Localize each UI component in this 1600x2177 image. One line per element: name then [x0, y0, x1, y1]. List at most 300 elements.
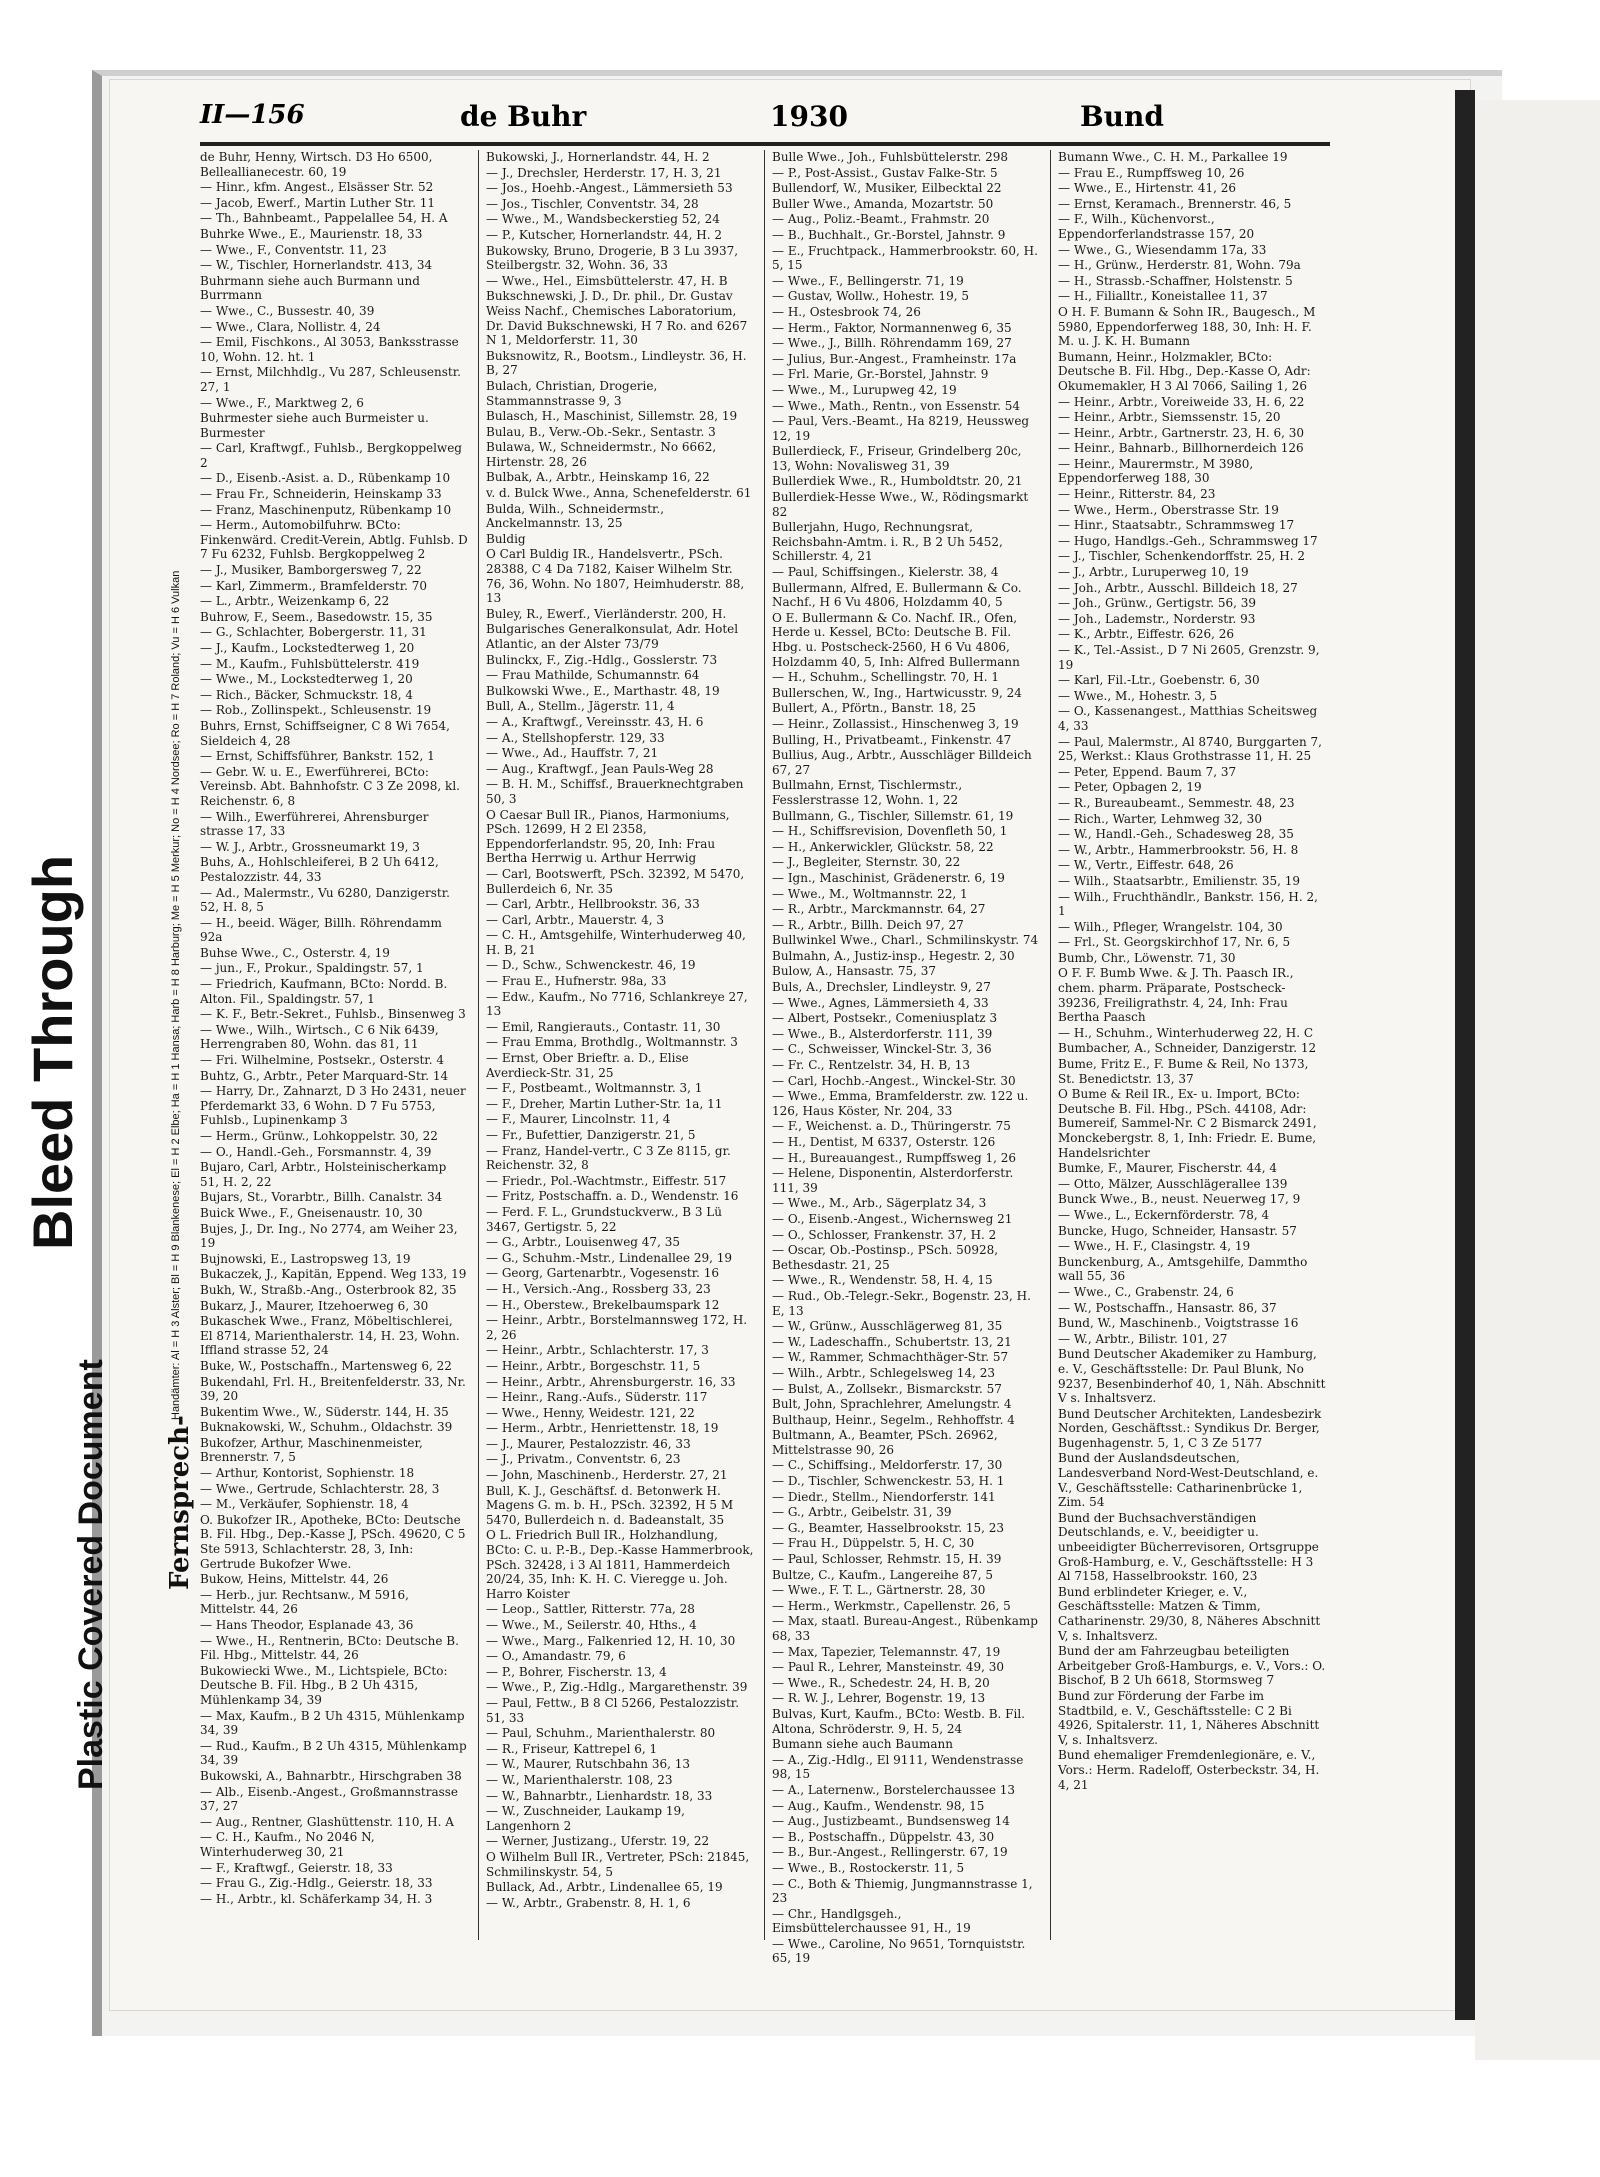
- directory-entry: — M., Kaufm., Fuhlsbüttelerstr. 419: [200, 656, 420, 671]
- directory-entry: Bukarz, J., Maurer, Itzehoerweg 6, 30: [200, 1298, 429, 1313]
- directory-entry: Buhrke Wwe., E., Maurienstr. 18, 33: [200, 226, 423, 241]
- directory-entry: Buick Wwe., F., Gneisenaustr. 10, 30: [200, 1205, 423, 1220]
- directory-entry: — Wwe., F., Conventstr. 11, 23: [200, 242, 387, 257]
- directory-entry: — B. H. M., Schiffsf., Brauerknechtgraben 50, 3: [486, 777, 744, 806]
- directory-entry: — Jos., Tischler, Conventstr. 34, 28: [486, 196, 699, 211]
- directory-entry: Bullmann, G., Tischler, Sillemstr. 61, 19: [772, 808, 1014, 823]
- directory-entry: Bultze, C., Kaufm., Langereihe 87, 5: [772, 1567, 994, 1582]
- directory-entry: Bund ehemaliger Fremdenlegionäre, e. V., Vors.: Herm. Radeloff, Osterbeckstr. 34, H. 4, 21: [1058, 1748, 1320, 1792]
- running-header: [200, 100, 1330, 142]
- column-3: [772, 150, 1040, 1966]
- directory-entry: — Ign., Maschinist, Grädenerstr. 6, 19: [772, 870, 1005, 885]
- directory-entry: Bulling, H., Privatbeamt., Finkenstr. 47: [772, 732, 1012, 747]
- directory-entry: Bumbacher, A., Schneider, Danzigerstr. 12: [1058, 1041, 1317, 1056]
- directory-entry: — Wwe., Agnes, Lämmersieth 4, 33: [772, 995, 989, 1010]
- directory-entry: — Rich., Bäcker, Schmuckstr. 18, 4: [200, 687, 414, 702]
- directory-entry: — Herm., Werkmstr., Capellenstr. 26, 5: [772, 1598, 1011, 1613]
- directory-entry: — G., Schlachter, Bobergerstr. 11, 31: [200, 625, 427, 640]
- directory-entry: Bukowsky, Bruno, Drogerie, B 3 Lu 3937, Steilbergstr. 32, Wohn. 36, 33: [486, 243, 739, 273]
- directory-entry: — Albert, Postsekr., Comeniusplatz 3: [772, 1011, 998, 1026]
- directory-entry: — Paul, Malermstr., Al 8740, Burggarten 7, 25, Werkst.: Klaus Grothstrasse 11, H. 25: [1058, 734, 1322, 764]
- directory-entry: Bullmahn, Ernst, Tischlermstr., Fesslerstrasse 12, Wohn. 1, 22: [772, 778, 963, 807]
- directory-entry: — F., Weichenst. a. D., Thüringerstr. 75: [772, 1119, 1011, 1134]
- directory-entry: — Frau H., Düppelstr. 5, H. C, 30: [772, 1536, 975, 1551]
- directory-entry: O Wilhelm Bull IR., Vertreter, PSch: 21845, Schmilinskystr. 54, 5: [486, 1849, 750, 1879]
- directory-entry: Bukaschek Wwe., Franz, Möbeltischlerei, El 8714, Marienthalerstr. 14, H. 23, Wohn. Iffland strasse 52, 24: [200, 1314, 460, 1358]
- directory-entry: — H., beeid. Wäger, Billh. Röhrendamm 92a: [200, 915, 442, 945]
- directory-entry: — Heinr., Arbtr., Gartnerstr. 23, H. 6, 30: [1058, 425, 1304, 440]
- directory-entry: Bund erblindeter Krieger, e. V., Geschäftsstelle: Matzen & Timm, Catharinenstr. 29/30, 8, Näheres Abschnitt V, s. Inhaltsverz.: [1058, 1584, 1321, 1643]
- directory-entry: — J., Musiker, Bamborgersweg 7, 22: [200, 563, 422, 578]
- directory-entry: — J., Kaufm., Lockstedterweg 1, 20: [200, 641, 415, 655]
- directory-entry: — A., Kraftwgf., Vereinsstr. 43, H. 6: [486, 714, 704, 729]
- directory-entry: — E., Fruchtpack., Hammerbrookstr. 60, H. 5, 15: [772, 243, 1038, 273]
- directory-entry: — Heinr., Arbtr., Schlachterstr. 17, 3: [486, 1343, 709, 1358]
- directory-entry: — Rob., Zollinspekt., Schleusenstr. 19: [200, 703, 432, 718]
- directory-entry: — Frau Emma, Brothdlg., Woltmannstr. 3: [486, 1035, 738, 1050]
- directory-entry: — H., Schuhm., Winterhuderweg 22, H. C: [1058, 1025, 1314, 1040]
- directory-entry: — Karl, Zimmerm., Bramfelderstr. 70: [200, 578, 428, 593]
- directory-entry: — Wwe., Clara, Nollistr. 4, 24: [200, 319, 381, 334]
- directory-entry: — H., Dentist, M 6337, Osterstr. 126: [772, 1135, 996, 1149]
- directory-entry: — Wwe., M., Woltmannstr. 22, 1: [772, 886, 968, 901]
- first-entry-header: de Buhr: [460, 100, 587, 133]
- directory-entry: Bulkowski Wwe., E., Marthastr. 48, 19: [486, 683, 720, 698]
- directory-entry: — Emil, Fischkons., Al 3053, Banksstrasse 10, Wohn. 12. ht. 1: [200, 335, 459, 364]
- directory-entry: Bulvas, Kurt, Kaufm., BCto: Westb. B. Fil. Altona, Schröderstr. 9, H. 5, 24: [772, 1706, 1025, 1736]
- directory-entry: — Rich., Warter, Lehmweg 32, 30: [1058, 811, 1262, 826]
- directory-entry: — Aug., Justizbeamt., Bundsensweg 14: [772, 1814, 1010, 1829]
- directory-entry: — R., Friseur, Kattrepel 6, 1: [486, 1741, 658, 1756]
- directory-entry: — Diedr., Stellm., Niendorferstr. 141: [772, 1489, 996, 1504]
- directory-entry: — Carl, Bootswerft, PSch. 32392, M 5470, Bullerdeich 6, Nr. 35: [486, 866, 745, 896]
- directory-entry: Buller Wwe., Amanda, Mozartstr. 50: [772, 196, 994, 211]
- directory-entry: — Wwe., M., Arb., Sägerplatz 34, 3: [772, 1196, 987, 1211]
- directory-entry: Bukowski, A., Bahnarbtr., Hirschgraben 38: [200, 1768, 462, 1783]
- directory-entry: Bunckenburg, A., Amtsgehilfe, Dammtho wall 55, 36: [1058, 1254, 1308, 1284]
- directory-entry: — B., Bur.-Angest., Rellingerstr. 67, 19: [772, 1845, 1008, 1860]
- directory-entry: — K. F., Betr.-Sekret., Fuhlsb., Binsenweg 3: [200, 1007, 466, 1022]
- directory-entry: — R., Arbtr., Marckmannstr. 64, 27: [772, 902, 986, 917]
- directory-entry: — Wwe., R., Wendenstr. 58, H. 4, 15: [772, 1273, 993, 1288]
- directory-entry: — H., Grünw., Herderstr. 81, Wohn. 79a: [1058, 258, 1301, 273]
- directory-entry: — Joh., Lademstr., Norderstr. 93: [1058, 611, 1256, 626]
- page-number: II—156: [200, 100, 305, 130]
- directory-entry: — Wwe., R., Schedestr. 24, H. B, 20: [772, 1675, 990, 1690]
- directory-entry: — Aug., Kaufm., Wendenstr. 98, 15: [772, 1798, 985, 1813]
- directory-entry: — Arthur, Kontorist, Sophienstr. 18: [200, 1466, 415, 1481]
- directory-entry: — Karl, Fil.-Ltr., Goebenstr. 6, 30: [1058, 673, 1260, 688]
- directory-entry: — Ernst, Ober Brieftr. a. D., Elise Averdieck-Str. 31, 25: [486, 1051, 689, 1080]
- directory-entry: — W., Zuschneider, Laukamp 19, Langenhorn 2: [486, 1804, 685, 1833]
- fernsprech-sidebar-title: Fernsprech-: [165, 1415, 195, 1590]
- directory-entry: Bund Deutscher Architekten, Landesbezirk Norden, Geschäftsst.: Syndikus Dr. Berger, Bugenhagenstr. 5, 1, C 3 Ze 5177: [1058, 1406, 1322, 1450]
- directory-entry: O F. F. Bumb Wwe. & J. Th. Paasch IR., chem. pharm. Präparate, Postscheck-39236, Freiligrathstr. 4, 24, Inh: Frau Bertha Paasch: [1058, 966, 1294, 1025]
- directory-entry: — Wwe., C., Grabenstr. 24, 6: [1058, 1284, 1234, 1299]
- directory-entry: — J., Begleiter, Sternstr. 30, 22: [772, 855, 961, 870]
- directory-entry: Bukschnewski, J. D., Dr. phil., Dr. Gustav Weiss Nachf., Chemisches Laboratorium, Dr. David Bukschnewski, H 7 Ro. and 6267 N 1, Meldorferstr. 11, 30: [486, 289, 748, 348]
- directory-entry: — jun., F., Prokur., Spaldingstr. 57, 1: [200, 961, 424, 976]
- directory-entry: — O., Eisenb.-Angest., Wichernsweg 21: [772, 1211, 1013, 1226]
- directory-entry: — H., Ostesbrook 74, 26: [772, 304, 921, 319]
- directory-entry: — Wwe., Emma, Bramfelderstr. zw. 122 u. 126, Haus Köster, Nr. 204, 33: [772, 1089, 1029, 1118]
- directory-entry: — Aug., Poliz.-Beamt., Frahmstr. 20: [772, 212, 990, 227]
- directory-entry: — C., Schweisser, Winckel-Str. 3, 36: [772, 1042, 992, 1057]
- directory-entry: — Wwe., C., Bussestr. 40, 39: [200, 303, 375, 318]
- directory-entry: — Gustav, Wollw., Hohestr. 19, 5: [772, 289, 970, 304]
- directory-entry: — Emil, Rangierauts., Contastr. 11, 30: [486, 1019, 721, 1034]
- directory-entry: Bujaro, Carl, Arbtr., Holsteinischerkamp 51, H. 2, 22: [200, 1160, 447, 1189]
- directory-entry: — R., Bureaubeamt., Semmestr. 48, 23: [1058, 795, 1295, 810]
- directory-entry: — H., Oberstew., Brekelbaumspark 12: [486, 1297, 720, 1312]
- directory-entry: Bukowiecki Wwe., M., Lichtspiele, BCto: Deutsche B. Fil. Hbg., B 2 Uh 4315, Mühlenkamp 34, 39: [200, 1663, 448, 1707]
- directory-entry: — Hans Theodor, Esplanade 43, 36: [200, 1618, 414, 1632]
- directory-entry: Bund, W., Maschinenb., Voigtstrasse 16: [1058, 1316, 1299, 1331]
- directory-entry: Buhrmann siehe auch Burmann und Burrmann: [200, 273, 420, 303]
- directory-entry: — Frau Mathilde, Schumannstr. 64: [486, 668, 700, 683]
- directory-entry: — J., Drechsler, Herderstr. 17, H. 3, 21: [486, 165, 722, 180]
- directory-entry: — Heinr., Arbtr., Borstelmannsweg 172, H. 2, 26: [486, 1313, 748, 1342]
- directory-entry: — A., Laternenw., Borstelerchaussee 13: [772, 1782, 1016, 1797]
- directory-entry: — Carl, Kraftwgf., Fuhlsb., Bergkoppelweg 2: [200, 441, 462, 470]
- directory-entry: Bullert, A., Pförtn., Banstr. 18, 25: [772, 701, 976, 716]
- directory-entry: — Paul, Schlosser, Rehmstr. 15, H. 39: [772, 1552, 1002, 1567]
- directory-entry: Bulawa, W., Schneidermstr., No 6662, Hirtenstr. 28, 26: [486, 440, 717, 469]
- directory-entry: — Wilh., Ewerführerei, Ahrensburger strasse 17, 33: [200, 809, 429, 839]
- directory-entry: — L., Arbtr., Weizenkamp 6, 22: [200, 594, 390, 609]
- directory-entry: O E. Bullermann & Co. Nachf. IR., Ofen, Herde u. Kessel, BCto: Deutsche B. Fil. Hbg. u. Postscheck-2560, H 6 Vu 4806, Holzdamm 40, 5, Inh: Alfred Bullermann: [772, 610, 1020, 669]
- directory-entry: Bund der Buchsachverständigen Deutschlands, e. V., beeidigter u. unbeeidigter Bücherrevisoren, Ortsgruppe Groß-Hamburg, e. V., Geschäftsstelle: H 3 Al 7158, Hasselbrookstr. 160, 23: [1058, 1510, 1319, 1584]
- directory-entry: Buhrow, F., Seem., Basedowstr. 15, 35: [200, 609, 433, 624]
- directory-entry: — Wwe., M., Seilerstr. 40, Hths., 4: [486, 1618, 697, 1632]
- directory-entry: — Carl, Arbtr., Hellbrookstr. 36, 33: [486, 897, 700, 912]
- directory-entry: — W., Vertr., Eiffestr. 648, 26: [1058, 858, 1234, 873]
- directory-entry: — O., Schlosser, Frankenstr. 37, H. 2: [772, 1227, 997, 1242]
- directory-entry: Bukendahl, Frl. H., Breitenfelderstr. 33, Nr. 39, 20: [200, 1374, 466, 1404]
- directory-entry: — W., Tischler, Hornerlandstr. 413, 34: [200, 258, 433, 273]
- directory-entry: Bumke, F., Maurer, Fischerstr. 44, 4: [1058, 1161, 1278, 1176]
- directory-entry: — Wwe., F., Marktweg 2, 6: [200, 395, 364, 410]
- directory-entry: — G., Arbtr., Geibelstr. 31, 39: [772, 1505, 952, 1520]
- directory-entry: — Fr. C., Rentzelstr. 34, H. B, 13: [772, 1058, 971, 1073]
- column-4: [1058, 150, 1326, 1950]
- directory-entry: — J., Tischler, Schenkendorffstr. 25, H. 2: [1058, 549, 1305, 564]
- directory-entry: Buknakowski, W., Schuhm., Oldachstr. 39: [200, 1420, 453, 1435]
- directory-entry: Bujars, St., Vorarbtr., Billh. Canalstr. 34: [200, 1190, 443, 1205]
- directory-entry: — Herm., Grünw., Lohkoppelstr. 30, 22: [200, 1129, 438, 1143]
- directory-entry: Bume, Fritz E., F. Bume & Reil, No 1373, St. Benedictstr. 13, 37: [1058, 1057, 1309, 1086]
- directory-entry: — O., Amandastr. 79, 6: [486, 1649, 626, 1664]
- directory-entry: de Buhr, Henny, Wirtsch. D3 Ho 6500, Belleallianecestr. 60, 19: [200, 150, 433, 179]
- directory-entry: — Heinr., Arbtr., Voreiweide 33, H. 6, 22: [1058, 394, 1305, 409]
- header-rule: [200, 142, 1330, 146]
- directory-entry: Bund zur Förderung der Farbe im Stadtbild, e. V., Geschäftsstelle: C 2 Bi 4926, Spitalerstr. 11, 1, Näheres Abschnitt V, s. Inhaltsverz.: [1058, 1688, 1320, 1747]
- directory-entry: — K., Arbtr., Eiffestr. 626, 26: [1058, 627, 1235, 642]
- directory-entry: — Ernst, Schiffsführer, Bankstr. 152, 1: [200, 749, 435, 764]
- directory-entry: — Helene, Disponentin, Alsterdorferstr. 111, 39: [772, 1166, 1014, 1195]
- directory-entry: Buke, W., Postschaffn., Martensweg 6, 22: [200, 1358, 452, 1373]
- directory-entry: — Wwe., L., Eckernförderstr. 78, 4: [1058, 1207, 1270, 1222]
- directory-entry: — Harry, Dr., Zahnarzt, D 3 Ho 2431, neuer Pferdemarkt 33, 6 Wohn. D 7 Fu 5753, Fuhlsb., Lupinenkamp 3: [200, 1084, 466, 1128]
- directory-entry: — F., Postbeamt., Woltmannstr. 3, 1: [486, 1081, 703, 1096]
- directory-entry: — Frau E., Rumpffsweg 10, 26: [1058, 165, 1245, 180]
- directory-entry: Bullerdieck, F., Friseur, Grindelberg 20c, 13, Wohn: Novalisweg 31, 39: [772, 444, 1022, 473]
- directory-entry: Bujnowski, E., Lastropsweg 13, 19: [200, 1251, 411, 1266]
- directory-entry: — W., Grünw., Ausschlägerweg 81, 35: [772, 1319, 1003, 1334]
- directory-entry: Bullendorf, W., Musiker, Eilbecktal 22: [772, 181, 1002, 196]
- directory-entry: — Wwe., F. T. L., Gärtnerstr. 28, 30: [772, 1583, 986, 1598]
- directory-entry: — H., Schiffsrevision, Dovenfleth 50, 1: [772, 824, 1008, 839]
- directory-entry: — Wwe., H., Rentnerin, BCto: Deutsche B. Fil. Hbg., Mittelstr. 44, 26: [200, 1633, 459, 1663]
- directory-entry: O Bume & Reil IR., Ex- u. Import, BCto: Deutsche B. Fil. Hbg., PSch. 44108, Adr: Bumereif, Sammel-Nr. C 2 Bismarck 2491, Monckebergstr. 8, 1, Inh: Friedr. E. Bume, Handelsrichter: [1058, 1087, 1317, 1160]
- directory-entry: — Heinr., Arbtr., Ahrensburgerstr. 16, 33: [486, 1374, 736, 1389]
- directory-entry: Bulthaup, Heinr., Segelm., Rehhoffstr. 4: [772, 1412, 1015, 1427]
- directory-entry: Bull, K. J., Geschäftsf. d. Betonwerk H. Magens G. m. b. H., PSch. 32392, H 5 M 5470, Bullerdeich n. d. Badeanstalt, 35: [486, 1483, 734, 1527]
- directory-entry: — F., Kraftwgf., Geierstr. 18, 33: [200, 1860, 393, 1875]
- directory-entry: — R. W. J., Lehrer, Bogenstr. 19, 13: [772, 1691, 986, 1706]
- directory-entry: — Julius, Bur.-Angest., Framheinstr. 17a: [772, 351, 1017, 366]
- directory-entry: — Wwe., Caroline, No 9651, Tornquiststr. 65, 19: [772, 1936, 1026, 1966]
- directory-entry: — D., Schw., Schwenckestr. 46, 19: [486, 958, 696, 973]
- directory-entry: — Max, staatl. Bureau-Angest., Rübenkamp 68, 33: [772, 1614, 1038, 1643]
- directory-entry: O Caesar Bull IR., Pianos, Harmoniums, PSch. 12699, H 2 El 2358, Eppendorferlandstr. 95, 20, Inh: Frau Bertha Herrwig u. Arthur Herrwig: [486, 807, 730, 866]
- directory-entry: — O., Kassenangest., Matthias Scheitsweg 4, 33: [1058, 704, 1318, 733]
- directory-entry: — W., Marienthalerstr. 108, 23: [486, 1772, 673, 1787]
- directory-entry: Bullack, Ad., Arbtr., Lindenallee 65, 19: [486, 1880, 723, 1895]
- bottom-margin: [0, 2060, 1600, 2177]
- directory-entry: — Joh., Arbtr., Ausschl. Billdeich 18, 27: [1058, 580, 1298, 595]
- directory-entry: Buhs, A., Hohlschleiferei, B 2 Uh 6412, Pestalozzistr. 44, 33: [200, 855, 439, 884]
- directory-entry: Buksnowitz, R., Bootsm., Lindleystr. 36, H. B, 27: [486, 348, 747, 378]
- directory-entry: — Alb., Eisenb.-Angest., Großmannstrasse 37, 27: [200, 1784, 459, 1814]
- directory-entry: Bulach, Christian, Drogerie, Stammannstrasse 9, 3: [486, 378, 658, 408]
- directory-entry: — Wwe., Henny, Weidestr. 121, 22: [486, 1405, 695, 1420]
- directory-entry: — Wwe., M., Lurupweg 42, 19: [772, 382, 957, 397]
- directory-entry: — Jacob, Ewerf., Martin Luther Str. 11: [200, 195, 436, 210]
- directory-entry: — Heinr., Rang.-Aufs., Süderstr. 117: [486, 1390, 708, 1405]
- directory-entry: — O., Handl.-Geh., Forsmannstr. 4, 39: [200, 1144, 432, 1159]
- directory-entry: — G., Schuhm.-Mstr., Lindenallee 29, 19: [486, 1250, 732, 1265]
- directory-entry: — Aug., Rentner, Glashüttenstr. 110, H. A: [200, 1814, 454, 1829]
- directory-entry: — Ad., Malermstr., Vu 6280, Danzigerstr. 52, H. 8, 5: [200, 885, 450, 915]
- directory-entry: — P., Post-Assist., Gustav Falke-Str. 5: [772, 165, 998, 180]
- directory-entry: — Paul R., Lehrer, Mansteinstr. 49, 30: [772, 1660, 1005, 1675]
- directory-entry: — W., Arbtr., Hammerbrookstr. 56, H. 8: [1058, 842, 1299, 857]
- directory-entry: Buhrs, Ernst, Schiffseigner, C 8 Wi 7654, Sieldeich 4, 28: [200, 718, 450, 748]
- directory-entry: — H., Arbtr., kl. Schäferkamp 34, H. 3: [200, 1891, 433, 1906]
- directory-entry: — Frl. Marie, Gr.-Borstel, Jahnstr. 9: [772, 367, 989, 382]
- directory-entry: — John, Maschinenb., Herderstr. 27, 21: [486, 1468, 728, 1483]
- directory-entry: Bulinckx, F., Zig.-Hdlg., Gosslerstr. 73: [486, 652, 718, 667]
- directory-entry: — Wwe., B., Alsterdorferstr. 111, 39: [772, 1026, 993, 1041]
- column-1: [200, 150, 468, 1950]
- directory-entry: — Georg, Gartenarbtr., Vogesenstr. 16: [486, 1266, 720, 1281]
- directory-entry: — W. J., Arbtr., Grossneumarkt 19, 3: [200, 839, 420, 854]
- directory-entry: — Frau Fr., Schneiderin, Heinskamp 33: [200, 487, 442, 502]
- directory-entry: Bulbak, A., Arbtr., Heinskamp 16, 22: [486, 470, 710, 485]
- directory-entry: — F., Dreher, Martin Luther-Str. 1a, 11: [486, 1096, 723, 1111]
- directory-entry: — R., Arbtr., Billh. Deich 97, 27: [772, 917, 964, 932]
- directory-entry: Bulmahn, A., Justiz-insp., Hegestr. 2, 30: [772, 948, 1015, 963]
- directory-entry: — Heinr., Maurermstr., M 3980, Eppendorferweg 188, 30: [1058, 456, 1254, 486]
- directory-entry: — Fri. Wilhelmine, Postsekr., Osterstr. 4: [200, 1053, 444, 1068]
- directory-entry: — Heinr., Arbtr., Borgeschstr. 11, 5: [486, 1358, 701, 1373]
- directory-entry: — F., Maurer, Lincolnstr. 11, 4: [486, 1112, 671, 1127]
- directory-entry: — A., Stellshopferstr. 129, 33: [486, 730, 665, 745]
- directory-entry: Bund Deutscher Akademiker zu Hamburg, e. V., Geschäftsstelle: Dr. Paul Blunk, No 9237, Besenbinderhof 40, 1, Näh. Abschnitt V s. Inhaltsverz.: [1058, 1347, 1326, 1406]
- directory-entry: v. d. Bulck Wwe., Anna, Schenefelderstr. 61: [486, 486, 752, 501]
- directory-entry: — J., Privatm., Conventstr. 6, 23: [486, 1452, 681, 1467]
- directory-entry: Bund der Auslandsdeutschen, Landesverband Nord-West-Deutschland, e. V., Geschäftsstelle: Catharinenbrücke 1, Zim. 54: [1058, 1451, 1319, 1510]
- directory-entry: — Wwe., Wilh., Wirtsch., C 6 Nik 6439, Herrengraben 80, Wohn. das 81, 11: [200, 1022, 439, 1052]
- directory-entry: Bulle Wwe., Joh., Fuhlsbüttelerstr. 298: [772, 150, 1009, 164]
- directory-entry: Bullerjahn, Hugo, Rechnungsrat, Reichsbahn-Amtm. i. R., B 2 Uh 5452, Schillerstr. 4, 21: [772, 520, 1003, 564]
- directory-entry: Bund der am Fahrzeugbau beteiligten Arbeitgeber Groß-Hamburgs, e. V., Vors.: O. Bischof, B 2 Uh 6618, Stormsweg 7: [1058, 1644, 1326, 1688]
- directory-entry: Bull, A., Stellm., Jägerstr. 11, 4: [486, 699, 675, 714]
- directory-entry: — Leop., Sattler, Ritterstr. 77a, 28: [486, 1602, 695, 1617]
- directory-entry: Bukh, W., Straßb.-Ang., Osterbrook 82, 35: [200, 1282, 457, 1297]
- directory-entry: — Wwe., F., Bellingerstr. 71, 19: [772, 273, 964, 288]
- directory-entry: — Wwe., E., Hirtenstr. 41, 26: [1058, 181, 1237, 196]
- directory-entry: Bulau, B., Verw.-Ob.-Sekr., Sentastr. 3: [486, 424, 716, 439]
- directory-entry: — Wwe., Herm., Oberstrasse Str. 19: [1058, 502, 1279, 517]
- directory-entry: — Wilh., Staatsarbtr., Emilienstr. 35, 19: [1058, 873, 1301, 888]
- directory-entry: — Wwe., Marg., Falkenried 12, H. 10, 30: [486, 1633, 736, 1648]
- directory-entry: — Edw., Kaufm., No 7716, Schlankreye 27, 13: [486, 989, 748, 1019]
- directory-entry: — A., Zig.-Hdlg., El 9111, Wendenstrasse 98, 15: [772, 1752, 1024, 1782]
- directory-entry: Bulda, Wilh., Schneidermstr., Anckelmannstr. 13, 25: [486, 501, 665, 531]
- directory-entry: — Fritz, Postschaffn. a. D., Wendenstr. 16: [486, 1189, 739, 1204]
- directory-entry: — Wwe., Ad., Hauffstr. 7, 21: [486, 746, 659, 761]
- adjacent-page-edge: [1475, 100, 1600, 2060]
- directory-entry: — C., Both & Thiemig, Jungmannstrasse 1, 23: [772, 1876, 1033, 1906]
- directory-entry: — Jos., Hoehb.-Angest., Lämmersieth 53: [486, 181, 733, 196]
- directory-entry: — Ferd. F. L., Grundstuckverw., B 3 Lü 3467, Gertigstr. 5, 22: [486, 1204, 722, 1234]
- directory-entry: — Paul, Schuhm., Marienthalerstr. 80: [486, 1726, 716, 1741]
- directory-columns: [200, 150, 1330, 1966]
- directory-entry: — Frau G., Zig.-Hdlg., Geierstr. 18, 33: [200, 1876, 433, 1891]
- directory-entry: — Frau E., Hufnerstr. 98a, 33: [486, 974, 667, 989]
- directory-entry: — Wwe., Math., Rentn., von Essenstr. 54: [772, 398, 1021, 413]
- directory-entry: — C. H., Amtsgehilfe, Winterhuderweg 40, H. B, 21: [486, 928, 746, 957]
- fernsprech-exchange-key: Handämter: Al = H 3 Alster; Bl = H 9 Blankenese; El = H 2 Elbe; Ha = H 1 Hansa; Harb = H 8 Harburg; Me = H 5 Merkur; No = H 4 Nordsee; Ro = H 7 Roland; Vu = H 6 Vulkan: [170, 570, 182, 1420]
- directory-entry: — Heinr., Ritterstr. 84, 23: [1058, 487, 1216, 502]
- directory-entry: — C., Schiffsing., Meldorferstr. 17, 30: [772, 1458, 1003, 1473]
- directory-entry: — Friedrich, Kaufmann, BCto: Nordd. B. Alton. Fil., Spaldingstr. 57, 1: [200, 977, 448, 1006]
- directory-entry: — Wwe., G., Wiesendamm 17a, 33: [1058, 242, 1267, 257]
- directory-entry: — H., Ankerwickler, Glückstr. 58, 22: [772, 839, 994, 854]
- directory-entry: — W., Ladeschaffn., Schubertstr. 13, 21: [772, 1334, 1012, 1349]
- directory-entry: — Herm., Automobilfuhrw. BCto: Finkenwärd. Credit-Verein, Abtlg. Fuhlsb. D 7 Fu 6232, Fuhlsb. Bergkoppelweg 2: [200, 518, 468, 562]
- directory-entry: Buley, R., Ewerf., Vierländerstr. 200, H.: [486, 606, 727, 621]
- directory-entry: — Paul, Vers.-Beamt., Ha 8219, Heussweg 12, 19: [772, 414, 1030, 443]
- directory-entry: Bumann, Heinr., Holzmakler, BCto: Deutsche B. Fil. Hbg., Dep.-Kasse O, Adr: Okumemakler, H 3 Al 7066, Sailing 1, 26: [1058, 349, 1311, 393]
- directory-entry: — Hugo, Handlgs.-Geh., Schrammsweg 17: [1058, 533, 1318, 548]
- directory-entry: — Hinr., kfm. Angest., Elsässer Str. 52: [200, 180, 434, 195]
- directory-entry: — Rud., Kaufm., B 2 Uh 4315, Mühlenkamp 34, 39: [200, 1738, 467, 1768]
- directory-entry: Bukowski, J., Hornerlandstr. 44, H. 2: [486, 150, 710, 164]
- directory-entry: — Max, Tapezier, Telemannstr. 47, 19: [772, 1644, 1001, 1659]
- directory-entry: — Wilh., Pfleger, Wrangelstr. 104, 30: [1058, 919, 1283, 934]
- directory-entry: — Werner, Justizang., Uferstr. 19, 22: [486, 1834, 710, 1849]
- bleed-through-label: Bleed Through: [21, 854, 84, 1250]
- directory-entry: Buhrmester siehe auch Burmeister u. Burmester: [200, 411, 429, 440]
- directory-entry: Bumann Wwe., C. H. M., Parkallee 19: [1058, 150, 1288, 164]
- directory-entry: — Gebr. W. u. E., Ewerführerei, BCto: Vereinsb. Abt. Bahnhofstr. C 3 Ze 2098, kl. Reichenstr. 6, 8: [200, 764, 460, 808]
- directory-entry: — Ernst, Milchhdlg., Vu 287, Schleusenstr. 27, 1: [200, 365, 461, 394]
- directory-entry: Bukentim Wwe., W., Süderstr. 144, H. 35: [200, 1404, 449, 1419]
- directory-entry: — Wwe., Gertrude, Schlachterstr. 28, 3: [200, 1481, 440, 1496]
- directory-entry: — H., Bureauangest., Rumpffsweg 1, 26: [772, 1150, 1016, 1165]
- directory-entry: — Franz, Maschinenputz, Rübenkamp 10: [200, 502, 452, 517]
- directory-entry: — Herb., jur. Rechtsanw., M 5916, Mittelstr. 44, 26: [200, 1587, 409, 1617]
- directory-entry: — M., Verkäufer, Sophienstr. 18, 4: [200, 1497, 409, 1512]
- directory-entry: — Peter, Eppend. Baum 7, 37: [1058, 764, 1237, 779]
- directory-entry: Bukofzer, Arthur, Maschinenmeister, Brennerstr. 7, 5: [200, 1435, 423, 1465]
- directory-entry: O Carl Buldig IR., Handelsvertr., PSch. 28388, C 4 Da 7182, Kaiser Wilhelm Str. 76, 36, Wohn. No 1807, Heimhuderstr. 88, 13: [486, 547, 745, 606]
- directory-entry: — Aug., Kraftwgf., Jean Pauls-Weg 28: [486, 761, 714, 776]
- directory-entry: — Wilh., Arbtr., Schlegelsweg 14, 23: [772, 1365, 995, 1380]
- directory-entry: — Herm., Arbtr., Henriettenstr. 18, 19: [486, 1421, 719, 1436]
- directory-entry: — Max, Kaufm., B 2 Uh 4315, Mühlenkamp 34, 39: [200, 1708, 465, 1738]
- directory-entry: — K., Tel.-Assist., D 7 Ni 2605, Grenzstr. 9, 19: [1058, 643, 1320, 672]
- plastic-covered-label: Plastic Covered Document: [72, 1359, 110, 1790]
- directory-entry: — Paul, Fettw., B 8 Cl 5266, Pestalozzistr. 51, 33: [486, 1695, 740, 1725]
- directory-entry: — D., Tischler, Schwenckestr. 53, H. 1: [772, 1474, 1005, 1489]
- directory-entry: — H., Versich.-Ang., Rossberg 33, 23: [486, 1281, 711, 1296]
- directory-entry: O L. Friedrich Bull IR., Holzhandlung, BCto: C. u. P.-B., Dep.-Kasse Hammerbrook, PSch. 32428, i 3 Al 1811, Hammerdeich 20/24, 35, Inh: K. H. C. Vieregge u. Joh. Harro Koister: [486, 1528, 754, 1601]
- directory-entry: — Rud., Ob.-Telegr.-Sekr., Bogenstr. 23, H. E, 13: [772, 1288, 1031, 1318]
- directory-entry: Bukow, Heins, Mittelstr. 44, 26: [200, 1572, 389, 1587]
- directory-entry: — Hinr., Staatsabtr., Schrammsweg 17: [1058, 518, 1295, 533]
- directory-entry: Bullwinkel Wwe., Charl., Schmilinskystr. 74: [772, 933, 1039, 948]
- directory-entry: Bumann siehe auch Baumann: [772, 1737, 953, 1752]
- directory-entry: — Carl, Arbtr., Mauerstr. 4, 3: [486, 912, 665, 927]
- directory-entry: — F., Wilh., Küchenvorst., Eppendorferlandstrasse 157, 20: [1058, 212, 1255, 241]
- directory-entry: — B., Buchhalt., Gr.-Borstel, Jahnstr. 9: [772, 227, 1006, 242]
- directory-year: 1930: [770, 100, 848, 133]
- directory-entry: — Heinr., Zollassist., Hinschenweg 3, 19: [772, 716, 1019, 731]
- page-gutter: [1455, 90, 1475, 2020]
- directory-entry: — W., Bahnarbtr., Lienhardstr. 18, 33: [486, 1788, 713, 1803]
- directory-entry: — W., Arbtr., Bilistr. 101, 27: [1058, 1331, 1228, 1346]
- directory-entry: — P., Kutscher, Hornerlandstr. 44, H. 2: [486, 227, 722, 242]
- directory-entry: — H., Filialltr., Koneistallee 11, 37: [1058, 289, 1268, 304]
- directory-entry: — Wwe., Hel., Eimsbüttelerstr. 47, H. B: [486, 273, 728, 288]
- directory-entry: — Ernst, Keramach., Brennerstr. 46, 5: [1058, 196, 1292, 211]
- directory-entry: Buldig: [486, 531, 526, 546]
- directory-entry: Bujes, J., Dr. Ing., No 2774, am Weiher 23, 19: [200, 1221, 458, 1251]
- directory-entry: — Wwe., M., Wandsbeckerstieg 52, 24: [486, 212, 720, 227]
- directory-entry: Bullerdiek Wwe., R., Humboldtstr. 20, 21: [772, 474, 1023, 489]
- directory-entry: Bulgarisches Generalkonsulat, Adr. Hotel Atlantic, an der Alster 73/79: [486, 622, 739, 651]
- directory-entry: — Franz, Handel-vertr., C 3 Ze 8115, gr. Reichenstr. 32, 8: [486, 1143, 731, 1173]
- directory-entry: — W., Rammer, Schmachthäger-Str. 57: [772, 1350, 1009, 1365]
- directory-entry: — Wwe., M., Hohestr. 3, 5: [1058, 688, 1218, 703]
- directory-entry: — Peter, Opbagen 2, 19: [1058, 780, 1202, 795]
- directory-entry: — H., Schuhm., Schellingstr. 70, H. 1: [772, 670, 1000, 685]
- directory-entry: Bullerdiek-Hesse Wwe., W., Rödingsmarkt 82: [772, 490, 1029, 519]
- directory-entry: — H., Strassb.-Schaffner, Holstenstr. 5: [1058, 273, 1293, 288]
- directory-entry: — Herm., Faktor, Normannenweg 6, 35: [772, 320, 1012, 335]
- directory-entry: — Th., Bahnbeamt., Pappelallee 54, H. A: [200, 211, 448, 226]
- directory-entry: — J., Maurer, Pestalozzistr. 46, 33: [486, 1436, 691, 1451]
- directory-entry: Bulasch, H., Maschinist, Sillemstr. 28, 19: [486, 409, 738, 424]
- directory-entry: — G., Beamter, Hasselbrookstr. 15, 23: [772, 1520, 1005, 1535]
- directory-entry: — Oscar, Ob.-Postinsp., PSch. 50928, Bethesdastr. 21, 25: [772, 1243, 999, 1272]
- directory-entry: — W., Maurer, Rutschbahn 36, 13: [486, 1757, 691, 1772]
- directory-entry: — Wwe., M., Lockstedterweg 1, 20: [200, 672, 413, 687]
